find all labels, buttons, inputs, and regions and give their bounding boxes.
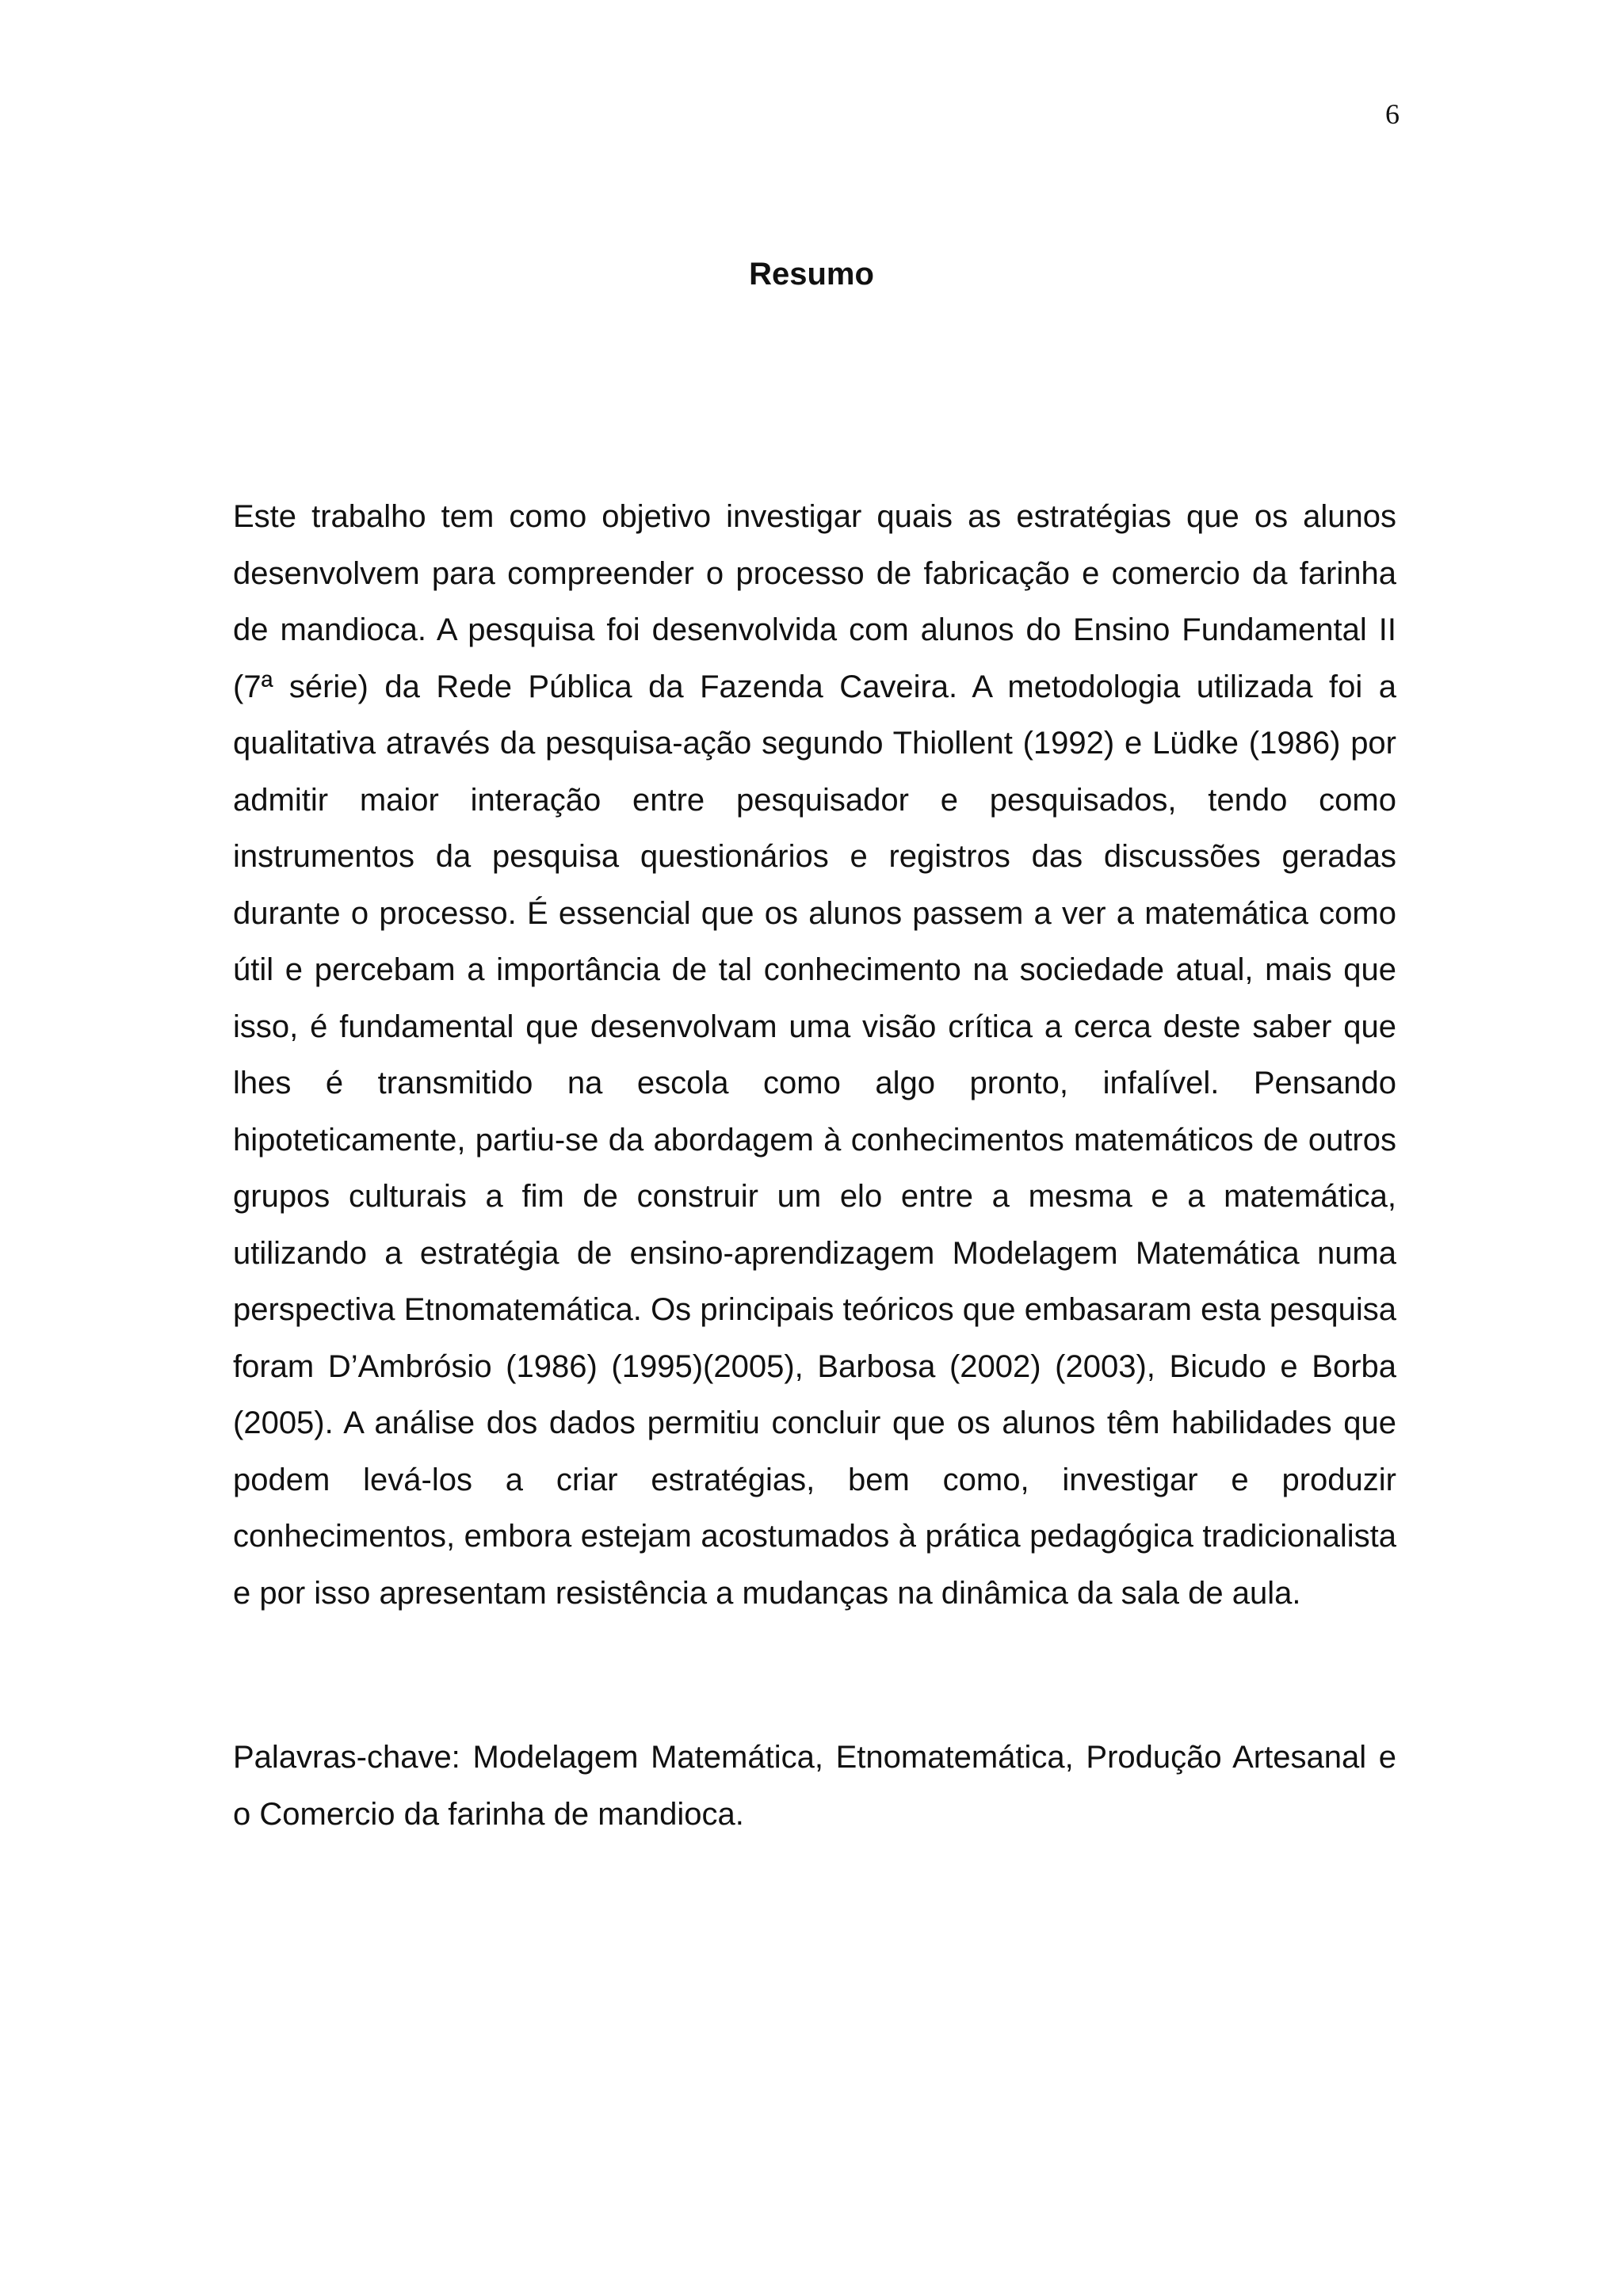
keywords-paragraph: Palavras-chave: Modelagem Matemática, Etnomatemática, Produção Artesanal e o Comercio da farinha de mandioca. [233, 1740, 1396, 1832]
page-number: 6 [1385, 98, 1400, 130]
page-title: Resumo [749, 257, 874, 292]
abstract-paragraph: Este trabalho tem como objetivo investigar quais as estratégias que os alunos desenvolvem para compreender o processo de fabricação e comercio da farinha de mandioca. A pesquisa foi desenvolvida com alunos do Ensino Fundamental II (7ª série) da Rede Pública da Fazenda Caveira. A metodologia utilizada foi a qualitativa através da pesquisa-ação segundo Thiollent (1992) e Lüdke (1986) por admitir maior interação entre pesquisador e pesquisados, tendo como instrumentos da pesquisa questionários e registros das discussões geradas durante o processo. É essencial que os alunos passem a ver a matemática como útil e percebam a importância de tal conhecimento na sociedade atual, mais que isso, é fundamental que desenvolvam uma visão crítica a cerca deste saber que lhes é transmitido na escola como algo pronto, infalível. Pensando hipoteticamente, partiu-se da abordagem à conhecimentos matemáticos de outros grupos culturais a fim de construir um elo entre a mesma e a matemática, utilizando a estratégia de ensino-aprendizagem Modelagem Matemática numa perspectiva Etnomatemática. Os principais teóricos que embasaram esta pesquisa foram D’Ambrósio (1986) (1995)(2005), Barbosa (2002) (2003), Bicudo e Borba (2005). A análise dos dados permitiu concluir que os alunos têm habilidades que podem levá-los a criar estratégias, bem como, investigar e produzir conhecimentos, embora estejam acostumados à prática pedagógica tradicionalista e por isso apresentam resistência a mudanças na dinâmica da sala de aula. [233, 499, 1396, 1611]
